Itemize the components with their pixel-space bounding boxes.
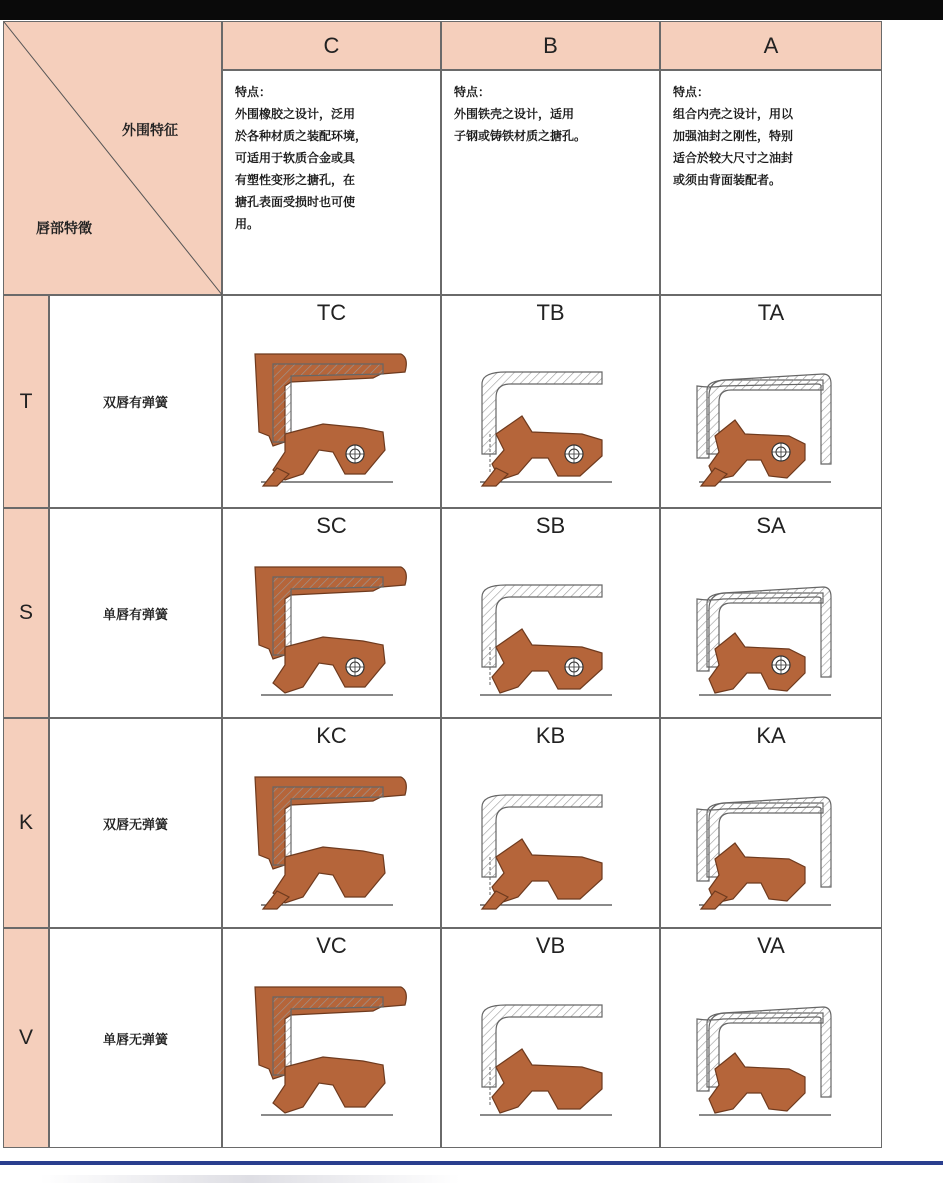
seal-code-label: KC (316, 723, 347, 748)
seal-figure-tc (222, 295, 441, 508)
seal-figure-sc (222, 508, 441, 718)
row-desc-s: 单唇有弹簧 (49, 508, 222, 718)
seal-cross-section (233, 324, 433, 504)
seal-figure-kb (441, 718, 660, 928)
seal-figure-tb (441, 295, 660, 508)
column-header-b: B (441, 21, 660, 70)
seal-code-label: SC (316, 513, 347, 538)
seal-code-label: SA (756, 513, 786, 538)
seal-code-label: VA (757, 933, 785, 958)
seal-cross-section (233, 747, 433, 927)
seal-cross-section (452, 324, 652, 504)
rubber-lip (492, 1049, 602, 1113)
seal-figure-ka (660, 718, 882, 928)
top-black-bar (0, 0, 943, 20)
seal-cross-section (671, 537, 871, 717)
seal-cross-section (452, 957, 652, 1137)
corner-diagonal-line (4, 22, 223, 296)
seal-code-label: TA (757, 300, 785, 325)
seal-figure-sb (441, 508, 660, 718)
seal-code-label: VC (316, 933, 347, 958)
seal-cross-section (671, 957, 871, 1137)
rubber-lip (709, 1053, 805, 1113)
column-desc-c: 特点： 外围橡胶之设计，泛用 於各种材质之装配环境， 可适用于软质合金或具 有塑性变形之搪孔，在 搪孔表面受损时也可使 用。 (222, 70, 441, 295)
rubber-lip (273, 424, 385, 480)
rubber-lip (273, 847, 385, 903)
corner-header-cell (3, 21, 222, 295)
outer-feature-label: 外围特征 (122, 123, 178, 139)
row-letter-t: T (3, 295, 49, 508)
column-header-a: A (660, 21, 882, 70)
rubber-lip (709, 420, 805, 480)
seal-figure-vc (222, 928, 441, 1148)
seal-figure-vb (441, 928, 660, 1148)
row-letter-k: K (3, 718, 49, 928)
seal-code-label: KB (535, 723, 566, 748)
seal-code-label: TC (316, 300, 347, 325)
seal-figure-ta (660, 295, 882, 508)
seal-cross-section (233, 537, 433, 717)
rubber-lip (492, 416, 602, 480)
seal-code-label: SB (535, 513, 566, 538)
seal-cross-section (671, 324, 871, 504)
lip-feature-label: 唇部特徵 (36, 221, 92, 237)
column-header-c: C (222, 21, 441, 70)
seal-figure-kc (222, 718, 441, 928)
row-letter-v: V (3, 928, 49, 1148)
seal-figure-va (660, 928, 882, 1148)
rubber-lip (709, 843, 805, 903)
row-desc-k: 双唇无弹簧 (49, 718, 222, 928)
column-desc-b: 特点： 外围铁壳之设计，适用 子钢或铸铁材质之搪孔。 (441, 70, 660, 295)
row-desc-v: 单唇无弹簧 (49, 928, 222, 1148)
row-desc-t: 双唇有弹簧 (49, 295, 222, 508)
seal-cross-section (233, 957, 433, 1137)
seal-cross-section (452, 537, 652, 717)
rubber-lip (273, 637, 385, 693)
rubber-lip (492, 839, 602, 903)
rubber-lip (273, 1057, 385, 1113)
seal-code-label: TB (536, 300, 565, 325)
seal-code-label: VB (535, 933, 566, 958)
column-desc-a: 特点： 组合内壳之设计，用以 加强油封之刚性，特别 适合於较大尺寸之油封 或须由背面装配者。 (660, 70, 882, 295)
rubber-lip (709, 633, 805, 693)
seal-code-label: KA (756, 723, 786, 748)
rubber-lip (492, 629, 602, 693)
bottom-blue-bar (0, 1161, 943, 1187)
seal-cross-section (671, 747, 871, 927)
row-letter-s: S (3, 508, 49, 718)
seal-figure-sa (660, 508, 882, 718)
seal-cross-section (452, 747, 652, 927)
